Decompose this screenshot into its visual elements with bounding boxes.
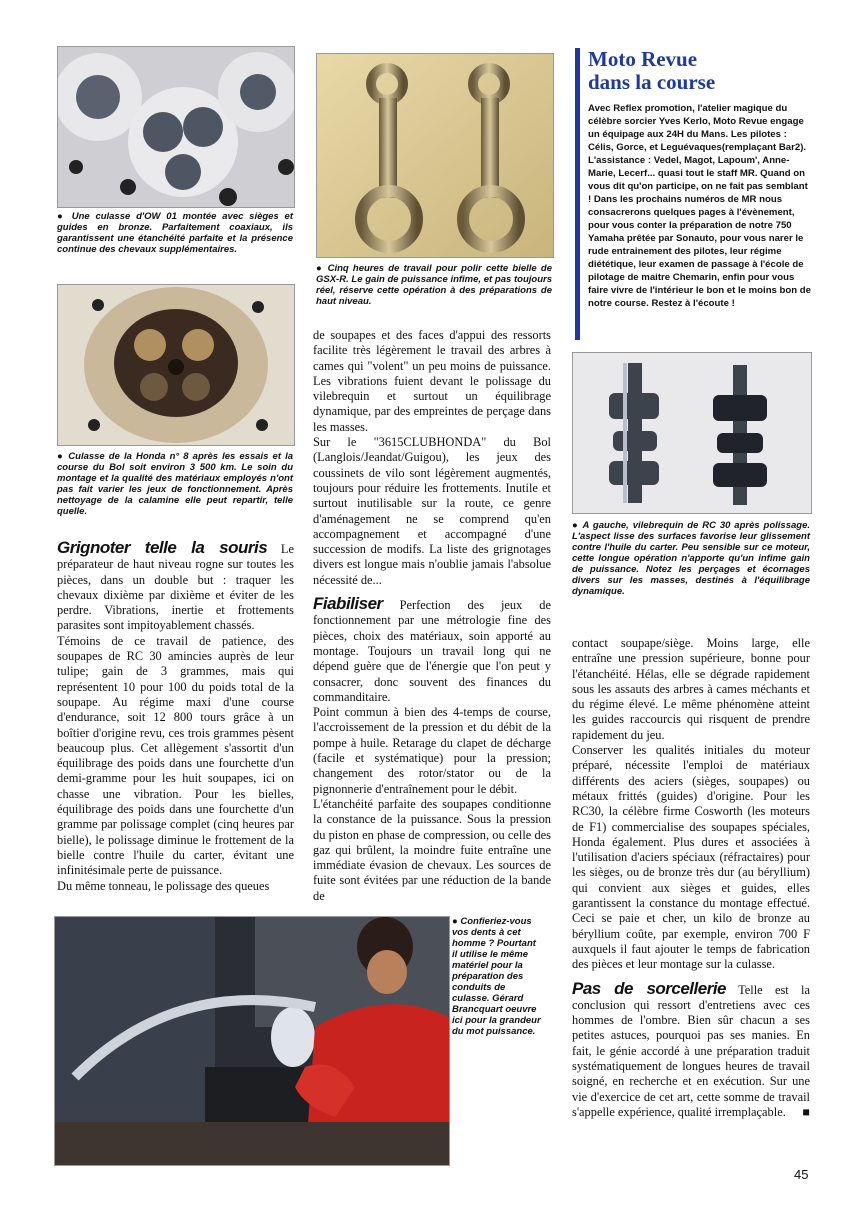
caption-connecting-rods: [316, 263, 552, 307]
caption-text: Confieriez-vous vos dents à cet homme ? Pourtant il utilise le même matériel pour la préparation des conduits de culasse. Gérard Brancquart oeuvre ici pour la grandeur du mot puissance.: [452, 916, 541, 1037]
section-heading-sorcellerie: Pas de sorcellerie: [572, 978, 727, 998]
photo-connecting-rods: [316, 53, 554, 258]
sidebar-title-line2: dans la course: [588, 70, 716, 94]
caption-text: Une culasse d'OW 01 montée avec sièges et guides en bronze. Parfaitement coaxiaux, ils garantissent une étanchéité parfaite et la présence continue des chevaux supplémentaires.: [57, 211, 293, 255]
paragraph: L'étanchéité parfaite des soupapes conditionne la constance de la puissance. Sous la pression du piston en phase de compression, ou celle des gaz qui brûlent, la moindre fuite entraîne une immédiate évasion de chevaux. Les sources de fuite sont évitées par une réduction de la bande de: [313, 796, 551, 903]
paragraph: Témoins de ce travail de patience, des soupapes de RC 30 amincies auprès de leur tulipe; gain de 3 grammes, mais qui représentent 10 pour 100 du poids total de la soupape. Au régime maxi d'une course d'endurance, soit 12 800 tours grâce à un boîtier d'origine revu, ces trois grammes pèsent beaucoup plus. Cet allègement s'assortit d'un équilibrage des poids dans une fourchette d'un demi-gramme pour les huit soupapes, ici on chasse une vibration. Pour les bielles, équilibrage des poids dans une fourchette d'un gramme par polissage complet (cinq heures par bielle), le polissage diminue le frottement de la bielle contre l'huile du carter, évitant une infinitésimale perte de puissance.: [57, 633, 294, 878]
caption-bullet: ●: [572, 520, 579, 531]
sidebar-title-line1: Moto Revue: [588, 47, 698, 71]
caption-crankshafts: [572, 520, 810, 597]
caption-bullet: ●: [452, 916, 458, 927]
paragraph-lead: Perfection des jeux de fonctionnement par une métrologie fine des pièces, choix des matériaux, soin apporté au montage. Toujours un travail long qui ne dépend guère que de l'énergie que l'on peut y consacrer, donc souvent des finances du commanditaire.: [313, 598, 551, 704]
paragraph: [313, 596, 551, 705]
connecting-rods-illustration: [317, 54, 553, 257]
caption-text: A gauche, vilebrequin de RC 30 après polissage. L'aspect lisse des surfaces favorise leur glissement contre l'huile du carter. Peu sensible sur ce moteur, cette longue opération n'apporte qu'un infime gain de puissance. Notez les perçages et écornages divers sur les masses, destinés à l'équilibrage dynamique.: [572, 520, 810, 597]
column-3: [572, 636, 810, 1120]
column-1: [57, 540, 294, 894]
sidebar-moto-revue: [575, 48, 812, 340]
paragraph: de soupapes et des faces d'appui des ressorts facilite très légèrement le travail des arbres à cames qui "volent" un peu moins de puissance. Les vibrations fuient devant le polissage du vilebrequin et surtout un équilibrage dynamique, par des empreintes de perçage dans les masses.: [313, 328, 551, 434]
workshop-mechanic-illustration: [55, 917, 449, 1165]
paragraph-lead: Telle est la conclusion qui ressort d'entretiens avec ces hommes de l'ombre. Bien sûr chacun a ses petites astuces, pourquoi pas ses manies. En fait, le génie accordé à une préparation traduit systématiquement de longues heures de travail soigné, en recherche et en exécution. Sur une vie d'exercice de cet art, cette somme de travail s'appelle expérience, qualité irremplaçable.: [572, 982, 810, 1119]
caption-bullet: ●: [316, 263, 324, 274]
sidebar-body: Avec Reflex promotion, l'atelier magique du célèbre sorcier Yves Kerlo, Moto Revue engage un équipage aux 24H du Mans. Les pilotes : Célis, Gorce, et Leguévaques(remplaçant Bar2). L'assistance : Vedel, Magot, Lapoum', Anne-Marie, Lecerf... quasi tout le staff MR. Quand on vous dit qu'on participe, on ne fait pas semblant ! Dans les prochains numéros de MR nous consacrerons quelques pages à l'évènement, pour vous conter la préparation de notre 750 Yamaha prêtée par Sonauto, pour vous narer le rude entrainement des pilotes, leur régime diététique, leur examen de passage à l'école de pilotage de maitre Chemarin, enfin pour vous faire vivre de l'intérieur le bon et le moins bon de notre course. Restez à l'écoute !: [588, 103, 811, 309]
caption-workshop-mechanic: [452, 916, 542, 1037]
paragraph: Sur le "3615CLUBHONDA" du Bol (Langlois/Jeandat/Guigou), les jeux des coussinets de vilo sont légèrement augmentés, toujours pour réduire les frottements. Inutile et surtout inutilisable sur la route, ce genre d'aménagement ne se comprend qu'en accompagnement et accompagné d'une succession de modifs. La liste des grignotages divers est longue mais n'oublie jamais l'absolue nécessité de...: [313, 435, 551, 587]
caption-bullet: ●: [57, 211, 66, 222]
caption-text: Culasse de la Honda n° 8 après les essais et la course du Bol soit environ 3 500 km. Le soin du montage et la qualité des matériaux employés n'ont pas fait varier les jeux de fonctionnement. Après nettoyage de la calamine elle peut repartir, telle quelle.: [57, 451, 293, 517]
photo-workshop-mechanic: [54, 916, 450, 1166]
caption-bullet: ●: [57, 451, 65, 462]
paragraph: Du même tonneau, le polissage des queues: [57, 878, 270, 893]
photo-cylinder-head-honda: [57, 284, 295, 446]
paragraph: [57, 540, 294, 634]
sidebar-title: [588, 48, 812, 94]
end-mark: ■: [802, 1104, 810, 1119]
photo-cylinder-head-ow01: [57, 46, 295, 208]
page-number: 45: [794, 1167, 809, 1182]
section-heading-fiabiliser: Fiabiliser: [313, 594, 383, 614]
paragraph: [572, 978, 810, 1121]
section-heading-grignoter: Grignoter telle la souris: [57, 538, 268, 557]
crankshafts-illustration: [573, 353, 811, 513]
paragraph: Point commun à bien des 4-temps de course, l'accroissement de la pression et du débit de la pompe à huile. Retarage du clapet de décharge (facile et systématique) pour la pression; changement des rotor/stator ou de la pignonnerie d'entraînement pour le débit.: [313, 705, 551, 796]
caption-cylinder-head-ow01: [57, 211, 293, 255]
caption-text: Cinq heures de travail pour polir cette bielle de GSX-R. Le gain de puissance infime, et pas toujours réel, réserve cette opération à des préparations de haut niveau.: [316, 263, 552, 307]
paragraph-lead: Le préparateur de haut niveau rogne sur toutes les pièces, dans un double but : traquer les chevaux dixième par dixième et éviter de les perdre. Vibrations, inertie et frottements parasites sont impitoyablement chassés.: [57, 542, 294, 633]
cylinder-head-ow01-illustration: [58, 47, 294, 207]
photo-crankshafts: [572, 352, 812, 514]
cylinder-head-honda-illustration: [58, 285, 294, 445]
column-2: [313, 328, 551, 904]
caption-cylinder-head-honda: [57, 451, 293, 517]
paragraph: contact soupape/siège. Moins large, elle entraîne une pression supérieure, bonne pour l'étanchéité. Hélas, elle se dégrade rapidement sous les assauts des arbres à cames méchants et du régime élevé. Le même phénomène atteint les guides raccourcis qui risquent de prendre rapidement du jeu.: [572, 636, 810, 742]
paragraph: Conserver les qualités initiales du moteur préparé, nécessite l'emploi de matériaux différents des aciers (sièges, soupapes) ou métaux frittés (guides) d'origine. Pour les RC30, la célèbre firme Cosworth (les moteurs de F1) commercialise des soupapes spéciales, Honda également. Plus dures et associées à l'utilisation d'aciers spéciaux (réfractaires) pour les sièges, ou de bronze très dur (au béryllium) qui convient aux sièges et guides, elles garantissent la constance du montage effectué. Ceci se paie et cher, un kilo de bronze au béryllium coûte, par exemple, environ 700 F auxquels il faut ajouter le temps de fabrication des pièces et leur montage sur la culasse.: [572, 743, 810, 972]
